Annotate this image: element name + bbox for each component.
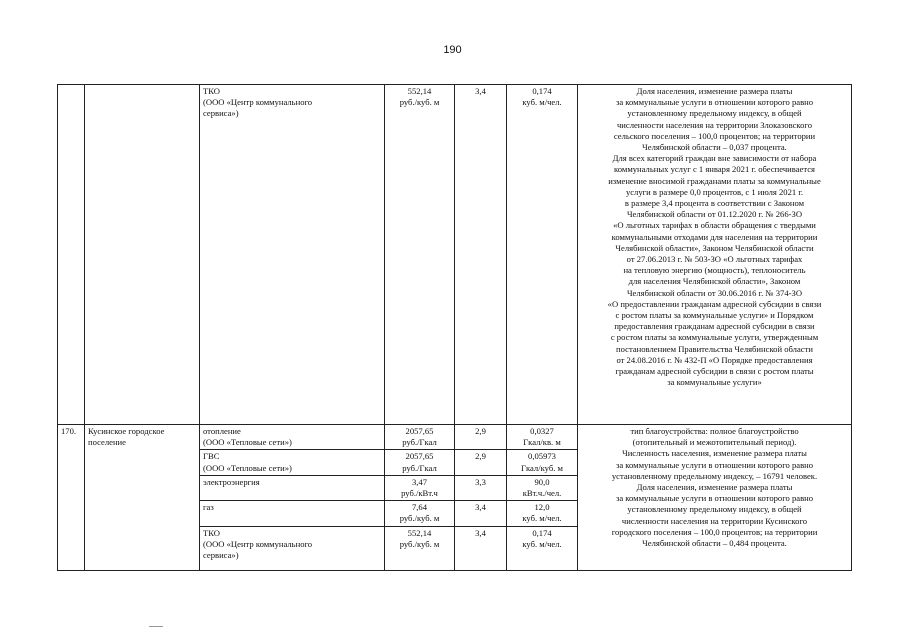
description-line: услуги в размере 0,0 процентов, с 1 июля 2021 г.	[625, 186, 804, 197]
description-line: Челябинской области – 0,484 процента.	[642, 538, 787, 549]
description-line: (отопительный и межотопительный период).	[632, 437, 797, 448]
service-cell	[200, 450, 385, 475]
service-name-line: (ООО «Центр коммунального	[203, 538, 313, 549]
price-value: 2057,65	[405, 426, 434, 436]
description-line: за коммунальные услуги в отношении которого равно	[615, 97, 814, 108]
table-row	[58, 85, 852, 425]
service-name-line: сервиса»)	[203, 108, 239, 119]
norm-cell	[507, 450, 578, 475]
service-cell	[200, 425, 385, 450]
description-line: Численность населения, изменение размера платы	[622, 448, 807, 459]
price-value: 7,64	[411, 502, 428, 513]
description-line: за коммунальные услуги в отношении которого равно	[615, 493, 814, 504]
service-cell	[200, 526, 385, 570]
scan-mark	[149, 626, 163, 627]
description-line: тип благоустройства: полное благоустройство	[630, 426, 799, 436]
description-line: Челябинской области», Законом Челябинской области	[615, 242, 814, 253]
description-cell	[578, 85, 852, 425]
percent-cell: 3,3	[455, 475, 507, 500]
description-line: Челябинской области от 30.06.2016 г. № 374-ЗО	[626, 287, 803, 298]
price-value: 552,14	[407, 527, 432, 538]
row-number	[58, 85, 85, 425]
price-cell	[385, 450, 455, 475]
norm-value: 0,05973	[528, 451, 556, 462]
description-line: коммунальными отходами для населения на территории	[611, 231, 818, 242]
service-name-line: сервиса»)	[203, 550, 239, 561]
service-name-line: ГВС	[203, 451, 220, 462]
page-number: 190	[443, 44, 462, 56]
table-row	[58, 425, 852, 450]
service-cell	[200, 501, 385, 526]
description-line: установленному предельному индексу, – 16791 человек.	[611, 470, 818, 481]
price-cell	[385, 526, 455, 570]
description-line: в размере 3,4 процента в соответствии с Законом	[624, 198, 805, 209]
description-line: установленному предельному индексу, в общей	[627, 504, 802, 515]
description-line: коммунальных услуг с 1 января 2021 г. обеспечивается	[614, 164, 815, 175]
norm-value: 12,0	[534, 502, 550, 513]
price-cell	[385, 85, 455, 425]
norm-cell	[507, 85, 578, 425]
price-cell	[385, 425, 455, 450]
norm-value: 0,174	[532, 86, 552, 96]
norm-unit: Гкал/кв. м	[523, 437, 561, 448]
description-line: для населения Челябинской области», Законом	[628, 276, 801, 287]
description-line: городского поселения – 100,0 процентов; на территории	[611, 526, 818, 537]
service-cell	[200, 85, 385, 425]
norm-unit: куб. м/чел.	[522, 538, 562, 549]
description-line: «О предоставлении гражданам адресной субсидии в связи	[607, 298, 822, 309]
service-name-line: (ООО «Центр коммунального	[203, 97, 313, 108]
description-line: «О льготных тарифах в области обращения с твердыми	[613, 220, 816, 231]
price-value: 552,14	[407, 86, 432, 96]
row-number: 170.	[58, 425, 85, 571]
description-line: Челябинской области от 01.12.2020 г. № 266-ЗО	[626, 209, 803, 220]
norm-value: 0,174	[532, 527, 552, 538]
service-name-line: ТКО	[203, 86, 220, 96]
norm-cell	[507, 475, 578, 500]
description-line: численности населения на территории Кусинского	[621, 515, 808, 526]
description-line: численности населения на территории Злоказовского	[616, 119, 813, 130]
norm-value: 90,0	[534, 476, 550, 487]
price-cell	[385, 475, 455, 500]
description-line: гражданам адресной субсидии в связи с ростом платы	[615, 366, 814, 377]
description-line: предоставления гражданам адресной субсидии в связи	[614, 321, 815, 332]
description-line: на тепловую энергию (мощность), теплоноситель	[623, 265, 806, 276]
settlement-name	[85, 85, 200, 425]
price-unit: руб./куб. м	[399, 513, 440, 524]
service-cell	[200, 475, 385, 500]
description-line: за коммунальные услуги»	[667, 377, 762, 388]
norm-value: 0,0327	[530, 426, 554, 436]
percent-cell: 2,9	[455, 425, 507, 450]
description-line: с ростом платы за коммунальные услуги» и Порядком	[615, 310, 814, 321]
service-name-line: ТКО	[203, 527, 220, 538]
description-line: установленному предельному индексу, в общей	[627, 108, 802, 119]
tariff-table	[57, 84, 852, 571]
percent-cell: 3,4	[455, 526, 507, 570]
settlement-name	[85, 425, 200, 571]
description-line: постановлением Правительства Челябинской области	[616, 343, 813, 354]
description-line: с ростом платы за коммунальные услуги, утвержденным	[610, 332, 819, 343]
description-line: изменение вносимой гражданами платы за коммунальные	[608, 175, 821, 186]
norm-cell	[507, 501, 578, 526]
percent-cell: 3,4	[455, 501, 507, 526]
settlement-name-line: Кусинское городское	[88, 426, 165, 436]
description-line: Доля населения, изменение размера платы	[636, 86, 793, 96]
description-line: от 27.06.2013 г. № 503-ЗО «О льготных тарифах	[626, 254, 803, 265]
price-unit: руб./кВт.ч	[401, 488, 438, 499]
service-name-line: отопление	[203, 426, 241, 436]
service-name-line: газ	[203, 502, 214, 513]
price-unit: руб./куб. м	[399, 97, 440, 108]
description-line: за коммунальные услуги в отношении которого равно	[615, 459, 814, 470]
description-cell	[578, 425, 852, 571]
price-unit: руб./куб. м	[399, 538, 440, 549]
description-line: сельского поселения – 100,0 процентов; на территории	[613, 130, 816, 141]
description-line: Для всех категорий граждан вне зависимости от набора	[612, 153, 817, 164]
norm-unit: куб. м/чел.	[522, 97, 562, 108]
settlement-name-line: поселение	[88, 437, 126, 448]
norm-unit: Гкал/куб. м	[521, 462, 563, 473]
norm-cell	[507, 425, 578, 450]
percent-cell: 2,9	[455, 450, 507, 475]
price-unit: руб./Гкал	[402, 462, 437, 473]
price-cell	[385, 501, 455, 526]
service-name-line: (ООО «Тепловые сети»)	[203, 437, 292, 448]
percent-cell: 3,4	[455, 85, 507, 425]
price-unit: руб./Гкал	[402, 437, 437, 448]
norm-unit: кВт.ч./чел.	[522, 488, 562, 499]
description-line: от 24.08.2016 г. № 432-П «О Порядке предоставления	[616, 354, 813, 365]
description-line: Челябинской области – 0,037 процента.	[642, 142, 787, 153]
price-value: 3,47	[411, 476, 428, 487]
price-value: 2057,65	[405, 451, 434, 462]
description-line: Доля населения, изменение размера платы	[636, 482, 793, 493]
norm-unit: куб. м/чел.	[522, 513, 562, 524]
service-name-line: электроэнергия	[203, 476, 260, 487]
service-name-line: (ООО «Тепловые сети»)	[203, 462, 292, 473]
norm-cell	[507, 526, 578, 570]
